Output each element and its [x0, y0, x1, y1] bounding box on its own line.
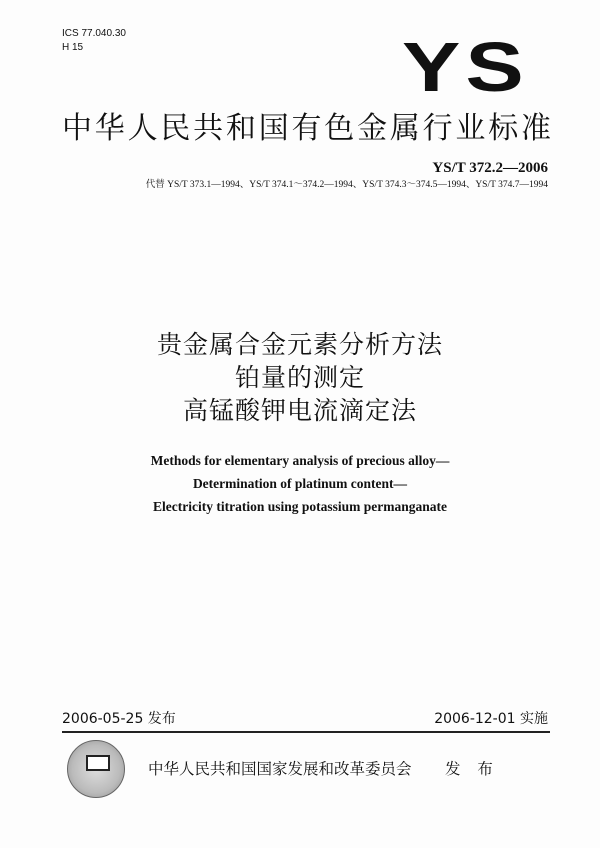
title-en-line-3: Electricity titration using potassium permanganate: [153, 499, 447, 514]
standard-code: YS/T 372.2—2006: [432, 160, 548, 176]
title-cn-line-3: 高锰酸钾电流滴定法: [182, 396, 417, 425]
replaces-note: 代替 YS/T 373.1—1994、YS/T 374.1～374.2—1994、YS/T 374.3～374.5—1994、YS/T 374.7—1994: [145, 180, 548, 190]
publish-label: 发 布: [445, 760, 499, 778]
publisher-name: 中华人民共和国国家发展和改革委员会: [148, 760, 412, 778]
publisher-seal-icon: [67, 740, 125, 798]
title-en-line-2: Determination of platinum content—: [192, 476, 408, 491]
ccs-code: H 15: [62, 42, 84, 53]
standard-type-heading: 中华人民共和国有色金属行业标准: [62, 111, 552, 146]
ys-logo: YS: [402, 28, 529, 106]
divider-line: [62, 731, 550, 733]
title-en-line-1: Methods for elementary analysis of precious alloy—: [150, 453, 450, 468]
issue-date: 2006-05-25 发布: [62, 711, 176, 727]
ics-code: ICS 77.040.30: [62, 28, 126, 39]
title-cn-line-1: 贵金属合金元素分析方法: [156, 330, 443, 359]
implement-date: 2006-12-01 实施: [434, 711, 548, 727]
title-cn-line-2: 铂量的测定: [234, 363, 365, 392]
